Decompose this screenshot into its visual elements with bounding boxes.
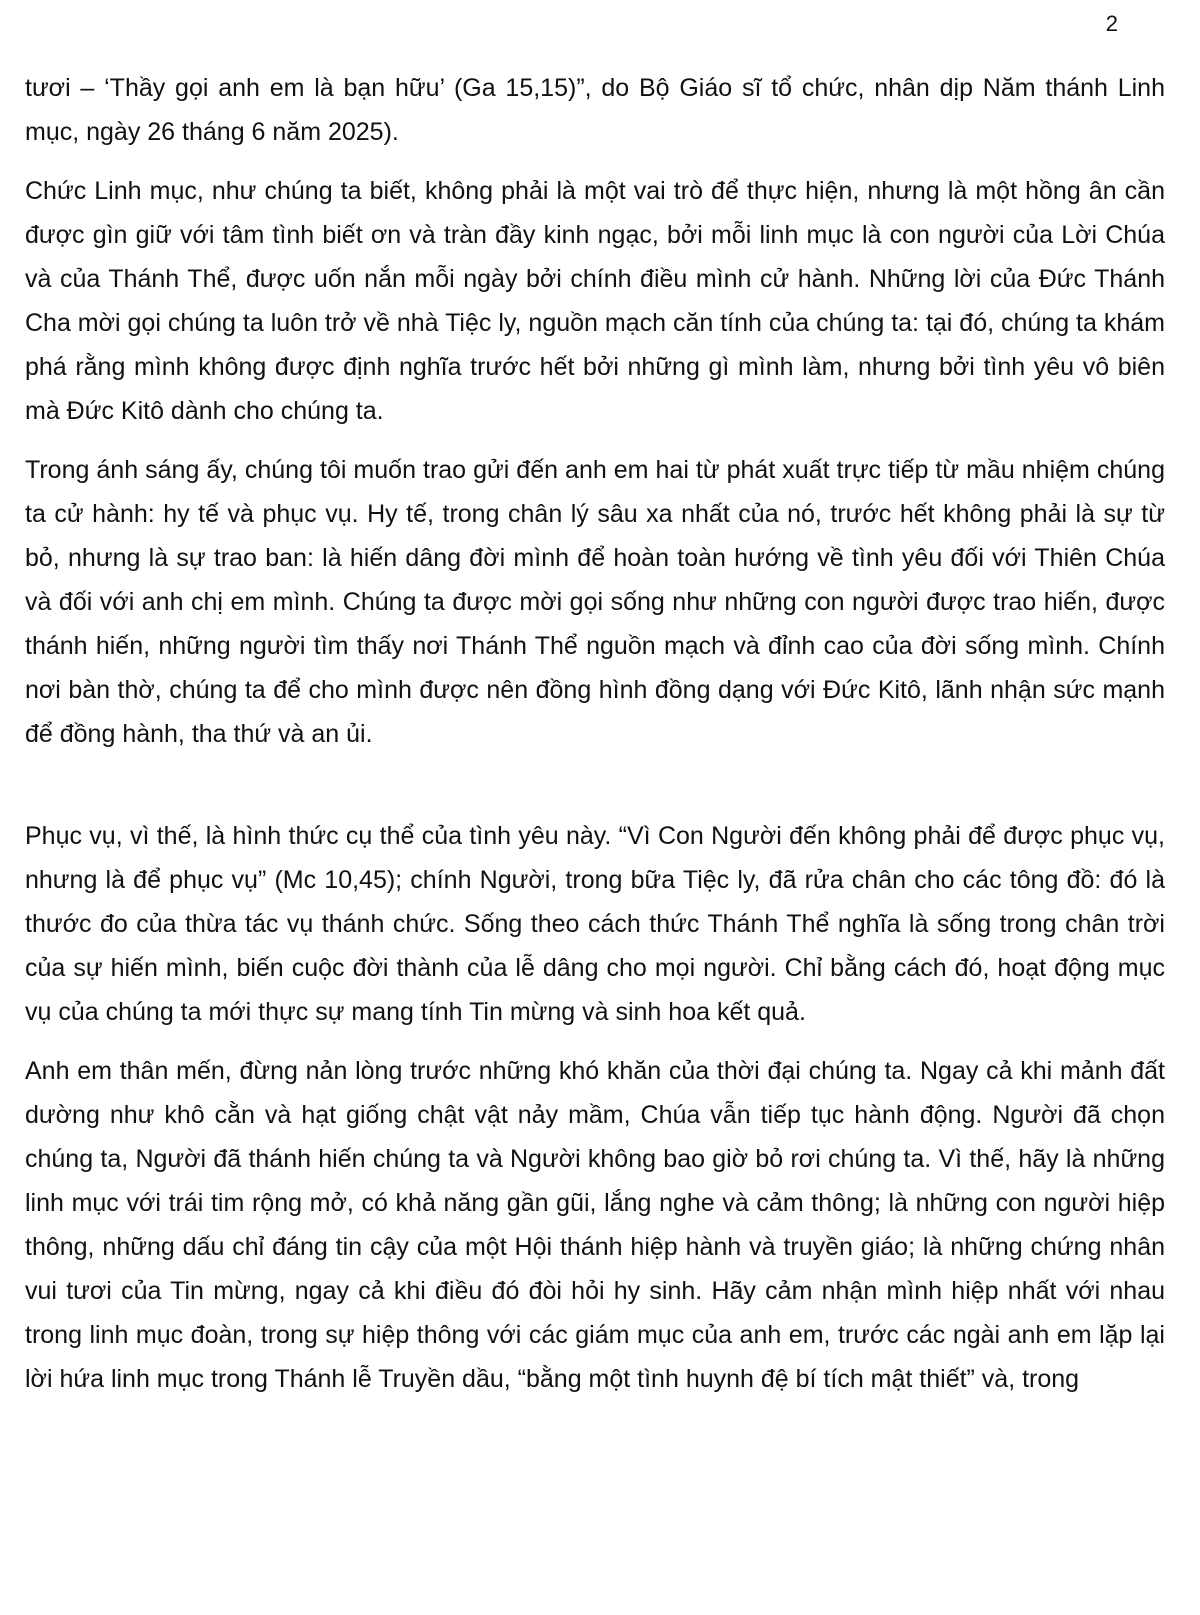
paragraph-spacer [25, 756, 1165, 814]
paragraph-spacer [25, 1034, 1165, 1049]
document-body [25, 66, 1165, 1401]
paragraph-spacer [25, 154, 1165, 169]
paragraph-priesthood-gift: Chức Linh mục, như chúng ta biết, không phải là một vai trò để thực hiện, nhưng là một hồng ân cần được gìn giữ với tâm tình biết ơn và tràn đầy kinh ngạc, bởi mỗi linh mục là con người của Lời Chúa và của Thánh Thể, được uốn nắn mỗi ngày bởi chính điều mình cử hành. Những lời của Đức Thánh Cha mời gọi chúng ta luôn trở về nhà Tiệc ly, nguồn mạch căn tính của chúng ta: tại đó, chúng ta khám phá rằng mình không được định nghĩa trước hết bởi những gì mình làm, nhưng bởi tình yêu vô biên mà Đức Kitô dành cho chúng ta. [25, 177, 1165, 425]
paragraph-continuation: tươi – ‘Thầy gọi anh em là bạn hữu’ (Ga 15,15)”, do Bộ Giáo sĩ tổ chức, nhân dịp Năm thánh Linh mục, ngày 26 tháng 6 năm 2025). [25, 74, 1165, 146]
paragraph-sacrifice: Trong ánh sáng ấy, chúng tôi muốn trao gửi đến anh em hai từ phát xuất trực tiếp từ mầu nhiệm chúng ta cử hành: hy tế và phục vụ. Hy tế, trong chân lý sâu xa nhất của nó, trước hết không phải là sự từ bỏ, nhưng là sự trao ban: là hiến dâng đời mình để hoàn toàn hướng về tình yêu đối với Thiên Chúa và đối với anh chị em mình. Chúng ta được mời gọi sống như những con người được trao hiến, được thánh hiến, những người tìm thấy nơi Thánh Thể nguồn mạch và đỉnh cao của đời sống mình. Chính nơi bàn thờ, chúng ta để cho mình được nên đồng hình đồng dạng với Đức Kitô, lãnh nhận sức mạnh để đồng hành, tha thứ và an ủi. [25, 456, 1165, 748]
paragraph-spacer [25, 433, 1165, 448]
page-number: 2 [1105, 11, 1118, 36]
paragraph-service: Phục vụ, vì thế, là hình thức cụ thể của tình yêu này. “Vì Con Người đến không phải để được phục vụ, nhưng là để phục vụ” (Mc 10,45); chính Người, trong bữa Tiệc ly, đã rửa chân cho các tông đồ: đó là thước đo của thừa tác vụ thánh chức. Sống theo cách thức Thánh Thể nghĩa là sống trong chân trời của sự hiến mình, biến cuộc đời thành của lễ dâng cho mọi người. Chỉ bằng cách đó, hoạt động mục vụ của chúng ta mới thực sự mang tính Tin mừng và sinh hoa kết quả. [25, 822, 1165, 1026]
paragraph-encouragement: Anh em thân mến, đừng nản lòng trước những khó khăn của thời đại chúng ta. Ngay cả khi mảnh đất dường như khô cằn và hạt giống chật vật nảy mầm, Chúa vẫn tiếp tục hành động. Người đã chọn chúng ta, Người đã thánh hiến chúng ta và Người không bao giờ bỏ rơi chúng ta. Vì thế, hãy là những linh mục với trái tim rộng mở, có khả năng gần gũi, lắng nghe và cảm thông; là những con người hiệp thông, những dấu chỉ đáng tin cậy của một Hội thánh hiệp hành và truyền giáo; là những chứng nhân vui tươi của Tin mừng, ngay cả khi điều đó đòi hỏi hy sinh. Hãy cảm nhận mình hiệp nhất với nhau trong linh mục đoàn, trong sự hiệp thông với các giám mục của anh em, trước các ngài anh em lặp lại lời hứa linh mục trong Thánh lễ Truyền dầu, “bằng một tình huynh đệ bí tích mật thiết” và, trong [25, 1057, 1165, 1393]
